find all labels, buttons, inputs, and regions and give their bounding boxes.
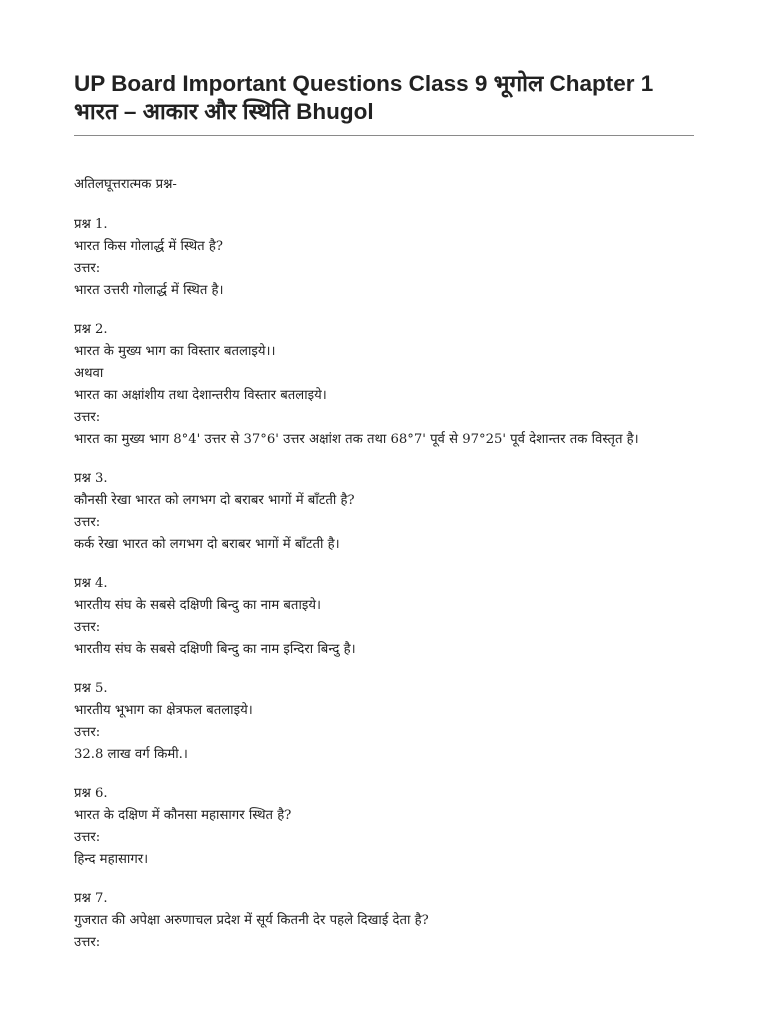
answer-text: भारत का मुख्य भाग 8°4' उत्तर से 37°6' उत्तर अक्षांश तक तथा 68°7' पूर्व से 97°25' पूर्व देशान्तर तक विस्तृत है।	[74, 432, 639, 447]
answer-text: भारत उत्तरी गोलार्द्ध में स्थित है।	[74, 283, 224, 298]
answer-label: उत्तर:	[74, 410, 101, 425]
document-page	[74, 70, 694, 971]
question-text: भारत किस गोलार्द्ध में स्थित है?	[74, 239, 223, 254]
question-block-2	[74, 319, 694, 451]
question-label: प्रश्न 1.	[74, 217, 108, 232]
question-text: गुजरात की अपेक्षा अरुणाचल प्रदेश में सूर्य कितनी देर पहले दिखाई देता है?	[74, 913, 429, 928]
question-text: कौनसी रेखा भारत को लगभग दो बराबर भागों में बाँटती है?	[74, 493, 355, 508]
question-block-3	[74, 468, 694, 556]
answer-label: उत्तर:	[74, 515, 101, 530]
page-title-line-2: भारत – आकार और स्थिति Bhugol	[74, 99, 374, 124]
question-block-4	[74, 573, 694, 661]
answer-text: कर्क रेखा भारत को लगभग दो बराबर भागों में बाँटती है।	[74, 537, 340, 552]
answer-label: उत्तर:	[74, 725, 101, 740]
answer-text: 32.8 लाख वर्ग किमी.।	[74, 747, 188, 762]
question-block-1	[74, 214, 694, 302]
question-label: प्रश्न 7.	[74, 891, 108, 906]
answer-label: उत्तर:	[74, 830, 101, 845]
question-block-5	[74, 678, 694, 766]
question-block-6	[74, 783, 694, 871]
question-label: प्रश्न 5.	[74, 681, 108, 696]
document-content	[74, 174, 694, 954]
answer-label: उत्तर:	[74, 620, 101, 635]
title-divider	[74, 135, 694, 136]
question-text-or: अथवा	[74, 366, 104, 381]
section-heading: अतिलघूत्तरात्मक प्रश्न-	[74, 177, 177, 192]
question-block-7	[74, 888, 694, 954]
answer-label: उत्तर:	[74, 261, 101, 276]
question-text: भारतीय भूभाग का क्षेत्रफल बतलाइये।	[74, 703, 253, 718]
question-text: भारत के दक्षिण में कौनसा महासागर स्थित है?	[74, 808, 292, 823]
question-label: प्रश्न 3.	[74, 471, 108, 486]
question-label: प्रश्न 4.	[74, 576, 108, 591]
question-text-alt: भारत का अक्षांशीय तथा देशान्तरीय विस्तार बतलाइये।	[74, 388, 327, 403]
answer-text: भारतीय संघ के सबसे दक्षिणी बिन्दु का नाम इन्दिरा बिन्दु है।	[74, 642, 356, 657]
question-text: भारतीय संघ के सबसे दक्षिणी बिन्दु का नाम बताइये।	[74, 598, 321, 613]
page-title	[74, 70, 694, 126]
question-text: भारत के मुख्य भाग का विस्तार बतलाइये।।	[74, 344, 276, 359]
question-label: प्रश्न 6.	[74, 786, 108, 801]
page-title-line-1: UP Board Important Questions Class 9 भूगोल Chapter 1	[74, 71, 654, 96]
answer-text: हिन्द महासागर।	[74, 852, 149, 867]
question-label: प्रश्न 2.	[74, 322, 108, 337]
answer-label: उत्तर:	[74, 935, 101, 950]
